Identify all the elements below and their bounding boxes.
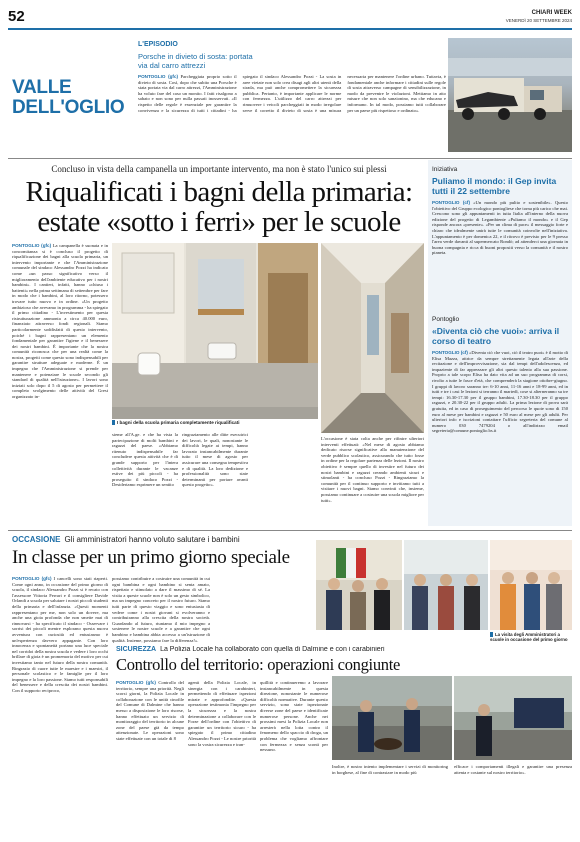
porsche-tow-photo [448, 38, 572, 152]
school-corridor-photo [321, 243, 424, 433]
brand-name: CHIARI WEEK [531, 10, 572, 16]
sicurezza-col-1-text: Controllo del territorio, sempre una priorità. Negli scorsi giorni, la Polizia Locale in collaborazione con le unità cinofile del Comune di Dalmine che hanno messo a disposizione le loro risorse, hanno effettuato un servizio di monitoraggio del territorio in alcune zone del paese già da tempo attenzionate. Le operazioni sono state effettuate con un totale di 8 [116, 680, 184, 741]
main-headline-2: estate «sotto i ferri» per le scuole [37, 206, 401, 238]
sicurezza-col-3: quillità e continueremo a lavorare instancabilmente in questa direzione, nonostante le numerose difficoltà normative. Durante questo servizio, sono state ispezionate diverse zone del paese e identificate numerose persone. Anche nei prossimi mesi la Polizia Locale non arresterà nella lotta contro il fenomeno dello spaccio di droga, un problema che vogliamo affrontare con fermezza e senza sconti per nessuno. [260, 680, 328, 753]
section-title: VALLE DELL'OGLIO [12, 77, 125, 118]
episodio-byline: PONTOGLIO (gfc) [138, 74, 179, 79]
occasione-byline: PONTOGLIO (gfc) [12, 576, 52, 581]
corridor-illustration [321, 243, 424, 433]
occasione-col-1 [12, 576, 108, 834]
divider-top [8, 158, 572, 159]
sidebar1-text: «Un mondo più pulito e sostenibile». Questo l'obiettivo del Gruppo ecologico pontogliese che torna più carico che mai. Crescono sono gli appuntamenti in tutta Italia all'interno della nuova edizione del progetto di Legambiente «Puliamo il mondo» e il Gep risponde ancora «presente». «Per un clima di pace» il messaggio forte e chiaro che idealmente unirà tutte le comunità coinvolte nell'iniziativa. L'appuntamento è per domenica 22, e il ritrovo è previsto per le 9 presso l'area verde davanti al supermercato Rondò; ad attenderci una giornata in buona compagnia e ricca di buoni propositi verso la comunità e il nostro pianeta. [432, 200, 568, 256]
classroom-visit-photo-3 [490, 540, 572, 630]
sicurezza-col-1 [116, 680, 184, 832]
occasione-headline: In classe per un primo giorno speciale [12, 547, 290, 568]
occasione-caption-text: La visita degli Amministratori a scuole in occasione del primo giorno [490, 632, 568, 643]
sidebar2-body [432, 350, 568, 522]
sidebar1-byline: PONTOGLIO (cf) [432, 200, 470, 205]
occasione-col-2: possiamo contribuire a costruire una comunità in cui ogni bambina e ogni bambino si senta amato, rispettato e stimolato a dare il massimo di sé. La visita a queste scuole non è solo un gesto simbolico, ma un impegno concreto per il nostro futuro. Siamo tutti parte di questo viaggio e sono entusiasta di vedere come i nostri giovani si evolveranno e contribuiranno alla crescita della nostra società. Guardando al futuro, riuniamo il mio impegno a sostenere le nostre scuole e a garantire che ogni bambino e bambina abbia accesso a un'istruzione di qualità. Insieme, possiamo fare la differenza!». [112, 576, 210, 643]
main-col-1-text: La campanella è suonata e in concomitanza si è concluso il progetto di riqualificazione dei bagni alla scuola primaria, un intervento importante e che l'Amministrazione comunale del sindaco Alessandro Pozzi ha indicato come «un passo significativo verso il miglioramento dell'ambiente educativo per i nostri bambini». I cantieri, infatti, hanno «chiuso i battenti» nella prima settimana di settembre per fare in modo che i bambini, al loro ritorno, potessero trovare tutto nuovo e in ordine. «Un progetto ambizioso che avevamo in programma - ha spiegato il primo cittadino - L'investimento per questa ristrutturazione ammonta a circa 40.000 euro, finanziato attraverso fondi regionali. Siamo particolarmente soddisfatti di questo intervento, poiché i bagni rappresentano un elemento fondamentale per garantire l'igiene e il benessere dei nostri bambini. È importante che la nostra comunità riconosca che per una realtà come la nostra, progetti come questo sono indispensabili per garantire strutture adeguate e moderne. È un impegno che l'Amministrazione si prende per mantenere e potenziare le scuole secondo gli standard di qualità nell'istruzione». I lavori sono iniziati solo dopo il 5 di agosto per permettere il completo svolgimento delle attività del Grest organizzato in- [12, 243, 108, 400]
header-rule [8, 28, 572, 30]
occasione-subhead: Gli amministratori hanno voluto salutare i bambini [64, 535, 240, 544]
school-bathroom-photo [112, 243, 318, 419]
main-col-1 [12, 243, 108, 497]
police-illustration-2 [454, 676, 572, 760]
sidebar1-headline: Puliamo il mondo: il Gep invita tutti il 22 settembre [432, 176, 557, 196]
sicurezza-byline: PONTOGLIO (gfc) [116, 680, 156, 685]
visit-illustration-1 [316, 540, 402, 630]
visit-illustration-3 [490, 540, 572, 630]
main-subhead: Concluso in vista della campanella un importante intervento, ma non è stato l'unico sui plessi [51, 164, 387, 174]
visit-illustration-2 [404, 540, 488, 630]
episodio-text: Parcheggiata proprio sotto il divieto di sosta. Così, dopo che subito una Porsche è stata portata via dal carro attrezzi, l'Amministrazione ha voluto fare del caso un monito. I fatti risalgono a sabato e non sono per nulla passati inosservati. «Il rispetto delle regole è essenziale per garantire la convivenza e la sicurezza di tutti i cittadini - ha spiegato il sindaco Alessandro Pozzi - La sosta in aree vietate non solo crea disagi agli altri utenti della strada, ma può anche compromettere la sicurezza pubblica. Pertanto, è importante applicare le norme con fermezza. L'utilizzo del carro attrezzi per rimuovere i veicoli parcheggiati in modo irregolare serve il corretto il divieto di sosta è una misura necessaria per mantenere l'ordine urbano. Tuttavia, è fondamentale anche informare i cittadini sulle regole di sosta attraverso campagne di sensibilizzazione, in modo da prevenire le violazioni. Mettiamo in atto misure che non solo sanzionino, ma che educano e informano. In tal modo, possiamo tutti collaborare per un paese più rispettoso e ordinato». [138, 74, 446, 113]
caption-marker [112, 420, 115, 425]
sidebar2-headline: «Diventa ciò che vuoi»: arriva il corso di teatro [432, 326, 560, 346]
police-illustration-1 [332, 676, 452, 760]
main-photo-caption-text: I bagni della scuola primaria completamente riqualificati [117, 420, 240, 425]
sicurezza-col-2: agenti della Polizia Locale, in sinergia con i carabinieri, permettendo di effettuare ispezioni mirate e approfondite. «Questa operazione testimonia l'impegno per la sicurezza e la nostra determinazione a collaborare con le Forze dell'ordine con l'obiettivo di garantire un territorio sicuro - ha spiegato il primo cittadino Alessandro Pozzi - Le nostre priorità sono la vostra sicurezza e tran- [188, 680, 256, 747]
sicurezza-header [116, 646, 572, 653]
carabinieri-photo [454, 676, 572, 760]
sicurezza-subhead: La Polizia Locale ha collaborato con quella di Dalmine e con i carabinieri [160, 646, 385, 653]
sidebar2-text: «Diventa ciò che vuoi, ciò il teatro puoi» è il motto di Elisa Mazza, attrice da sempre strettamente legata all'arte della recitazione e dell'improvvisazione, sia dal tempi dell'adolescenza, ed impaziente di far apprezzare gli altri questo talento alla sua passione. Proprio a tale scopo Elisa ha dato vita ad un suo programma di corsi, rivolto a tutte le fasce d'età, che comprenderà la stagione ottobre-giugno. I gruppi di lavoro saranno tre: 6-10 anni, 11-16 anni e 18-99 anni, ed in tutti e tre i casi le lezioni si terranno il martedì, cose si alterneranno su tre tempi: 16.30-17.30 per il gruppo bambini, 17.30-18.30 per il gruppo ragazzi, e 20.30-22 per il gruppo adulti. La prima lezione di prova sarà gratuita, ed in caso di proseguimento del percorso le quote sono di 150 euro al mese per bambini e ragazzi e 50 euro al mese per gli adulti. Per ulteriori info e iscrizioni contattare l'ufficio segreteria del comune al numero 030 7479204 o all'indirizzo email segreteria@comune.pontoglio.bs.it [432, 350, 568, 434]
episodio-headline: Porsche in divieto di sosta: portata via dal carro attrezzi [138, 52, 253, 70]
issue-date: VENERDÌ 20 SETTEMBRE 2024 [505, 18, 572, 23]
main-col-3: ringraziamento alle ditte esecutrici dei lavori, le quali, nonostante le difficoltà legate ai tempi, hanno lavorato instancabilmente durante tutto il mese di agosto per assicurare una consegna tempestiva e di qualità. La loro dedizione e professionalità sono state determinanti per portare avanti questo progetto». [182, 432, 248, 488]
sidebar2-byline: PONTOGLIO (cf) [432, 350, 468, 355]
sicurezza-col-4: Inoltre, è nostro intento implementare i servizi di monitoring in borghese, al fine di contrastare in modo più [332, 764, 448, 775]
sidebar1-body [432, 200, 568, 304]
sidebar2-kicker: Pontoglio [432, 316, 460, 323]
sicurezza-col-5: efficace i comportamenti illegali e garantire una presenza attenta e costante sul nostro territorio». [454, 764, 572, 775]
classroom-visit-photo-1 [316, 540, 402, 630]
main-byline: PONTOGLIO (gfc) [12, 243, 52, 248]
main-headline-1: Riqualificati i bagni della primaria: [25, 176, 413, 208]
sicurezza-headline: Controllo del territorio: operazioni congiunte [116, 655, 401, 674]
sicurezza-kicker: SICUREZZA [116, 646, 157, 653]
bathroom-illustration [112, 243, 318, 419]
main-col-4: L'occasione è stata colta anche per rifinire ulteriori interventi effettuati: «Nel mese di agosto abbiamo dedicato risorse significative alla manutenzione del verde pubblico scolastico, assicurando che tutto fosse in ordine per la regolare partenza delle lezioni. Il nostro obiettivo è sempre quello di investire nel futuro dei nostri bambini e ragazzi creando ambienti sicuri e stimolanti - ha concluso Pozzi - Ringraziamo la comunità per il continuo supporto e invitiamo tutti a visitare i nuovi bagni. Siamo convinti che, insieme, possiamo continuare a costruire una scuola migliore per tutti». [321, 436, 424, 503]
sidebar1-kicker: Iniziativa [432, 166, 458, 173]
main-photo-caption [112, 420, 318, 428]
occasione-caption [490, 632, 572, 642]
tow-truck-illustration [448, 38, 572, 152]
page-number: 52 [8, 8, 25, 25]
classroom-visit-photo-2 [404, 540, 488, 630]
occasione-kicker: OCCASIONE [12, 535, 61, 544]
episodio-body [138, 74, 446, 150]
police-dog-photo [332, 676, 452, 760]
episodio-kicker: L'EPISODIO [138, 41, 178, 48]
occasione-col-1-text: I cancelli sono stati riaperti. Come ogni anno, in occasione del primo giorno di scuola, il sindaco Alessandro Pozzi si è recato con l'assessore Vittoria Ferrari e il consigliere Davide Orlandi a scuola per salutare i nostri piccoli studenti della primaria e dell'infanzia. «Questi momenti rappresentano per me, non solo un dovere, ma anche una gioia profonda che non smette mai di rinnovarsi - ha specificato il sindaco - Osservare i sorrisi dei piccoli mentre esplorano questa nuova avventura con curiosità ed entusiasmo è un'esperienza davvero appagante. Con loro innocenza e spontaneità portano una luce speciale nel corridoi della nostra scuola e vedere i loro occhi brillare di gioia è un promemoria del motivo per cui investiamo tanto nel futuro della nostra comunità. Ringrazio di cuore tutte le maestre e i maestri, il personale scolastico e le famiglie per il loro impegno e la loro passione. Siamo tutti responsabili del benessere e della crescita dei nostri bambini. Con il supporto reciproco, [12, 576, 108, 693]
main-col-2: sieme all'A.ge. e che ha vista la partecipazione di molti bambini e ragazzi del paese. «Abbiamo ritenuto indispensabile far concludere questa attività che è di grande supporto per l'intera collettività durante le vacanze estive dei più piccoli - ha proseguito il sindaco Pozzi - Desideriamo esprimere un sentito [112, 432, 178, 488]
divider-middle [8, 530, 572, 531]
